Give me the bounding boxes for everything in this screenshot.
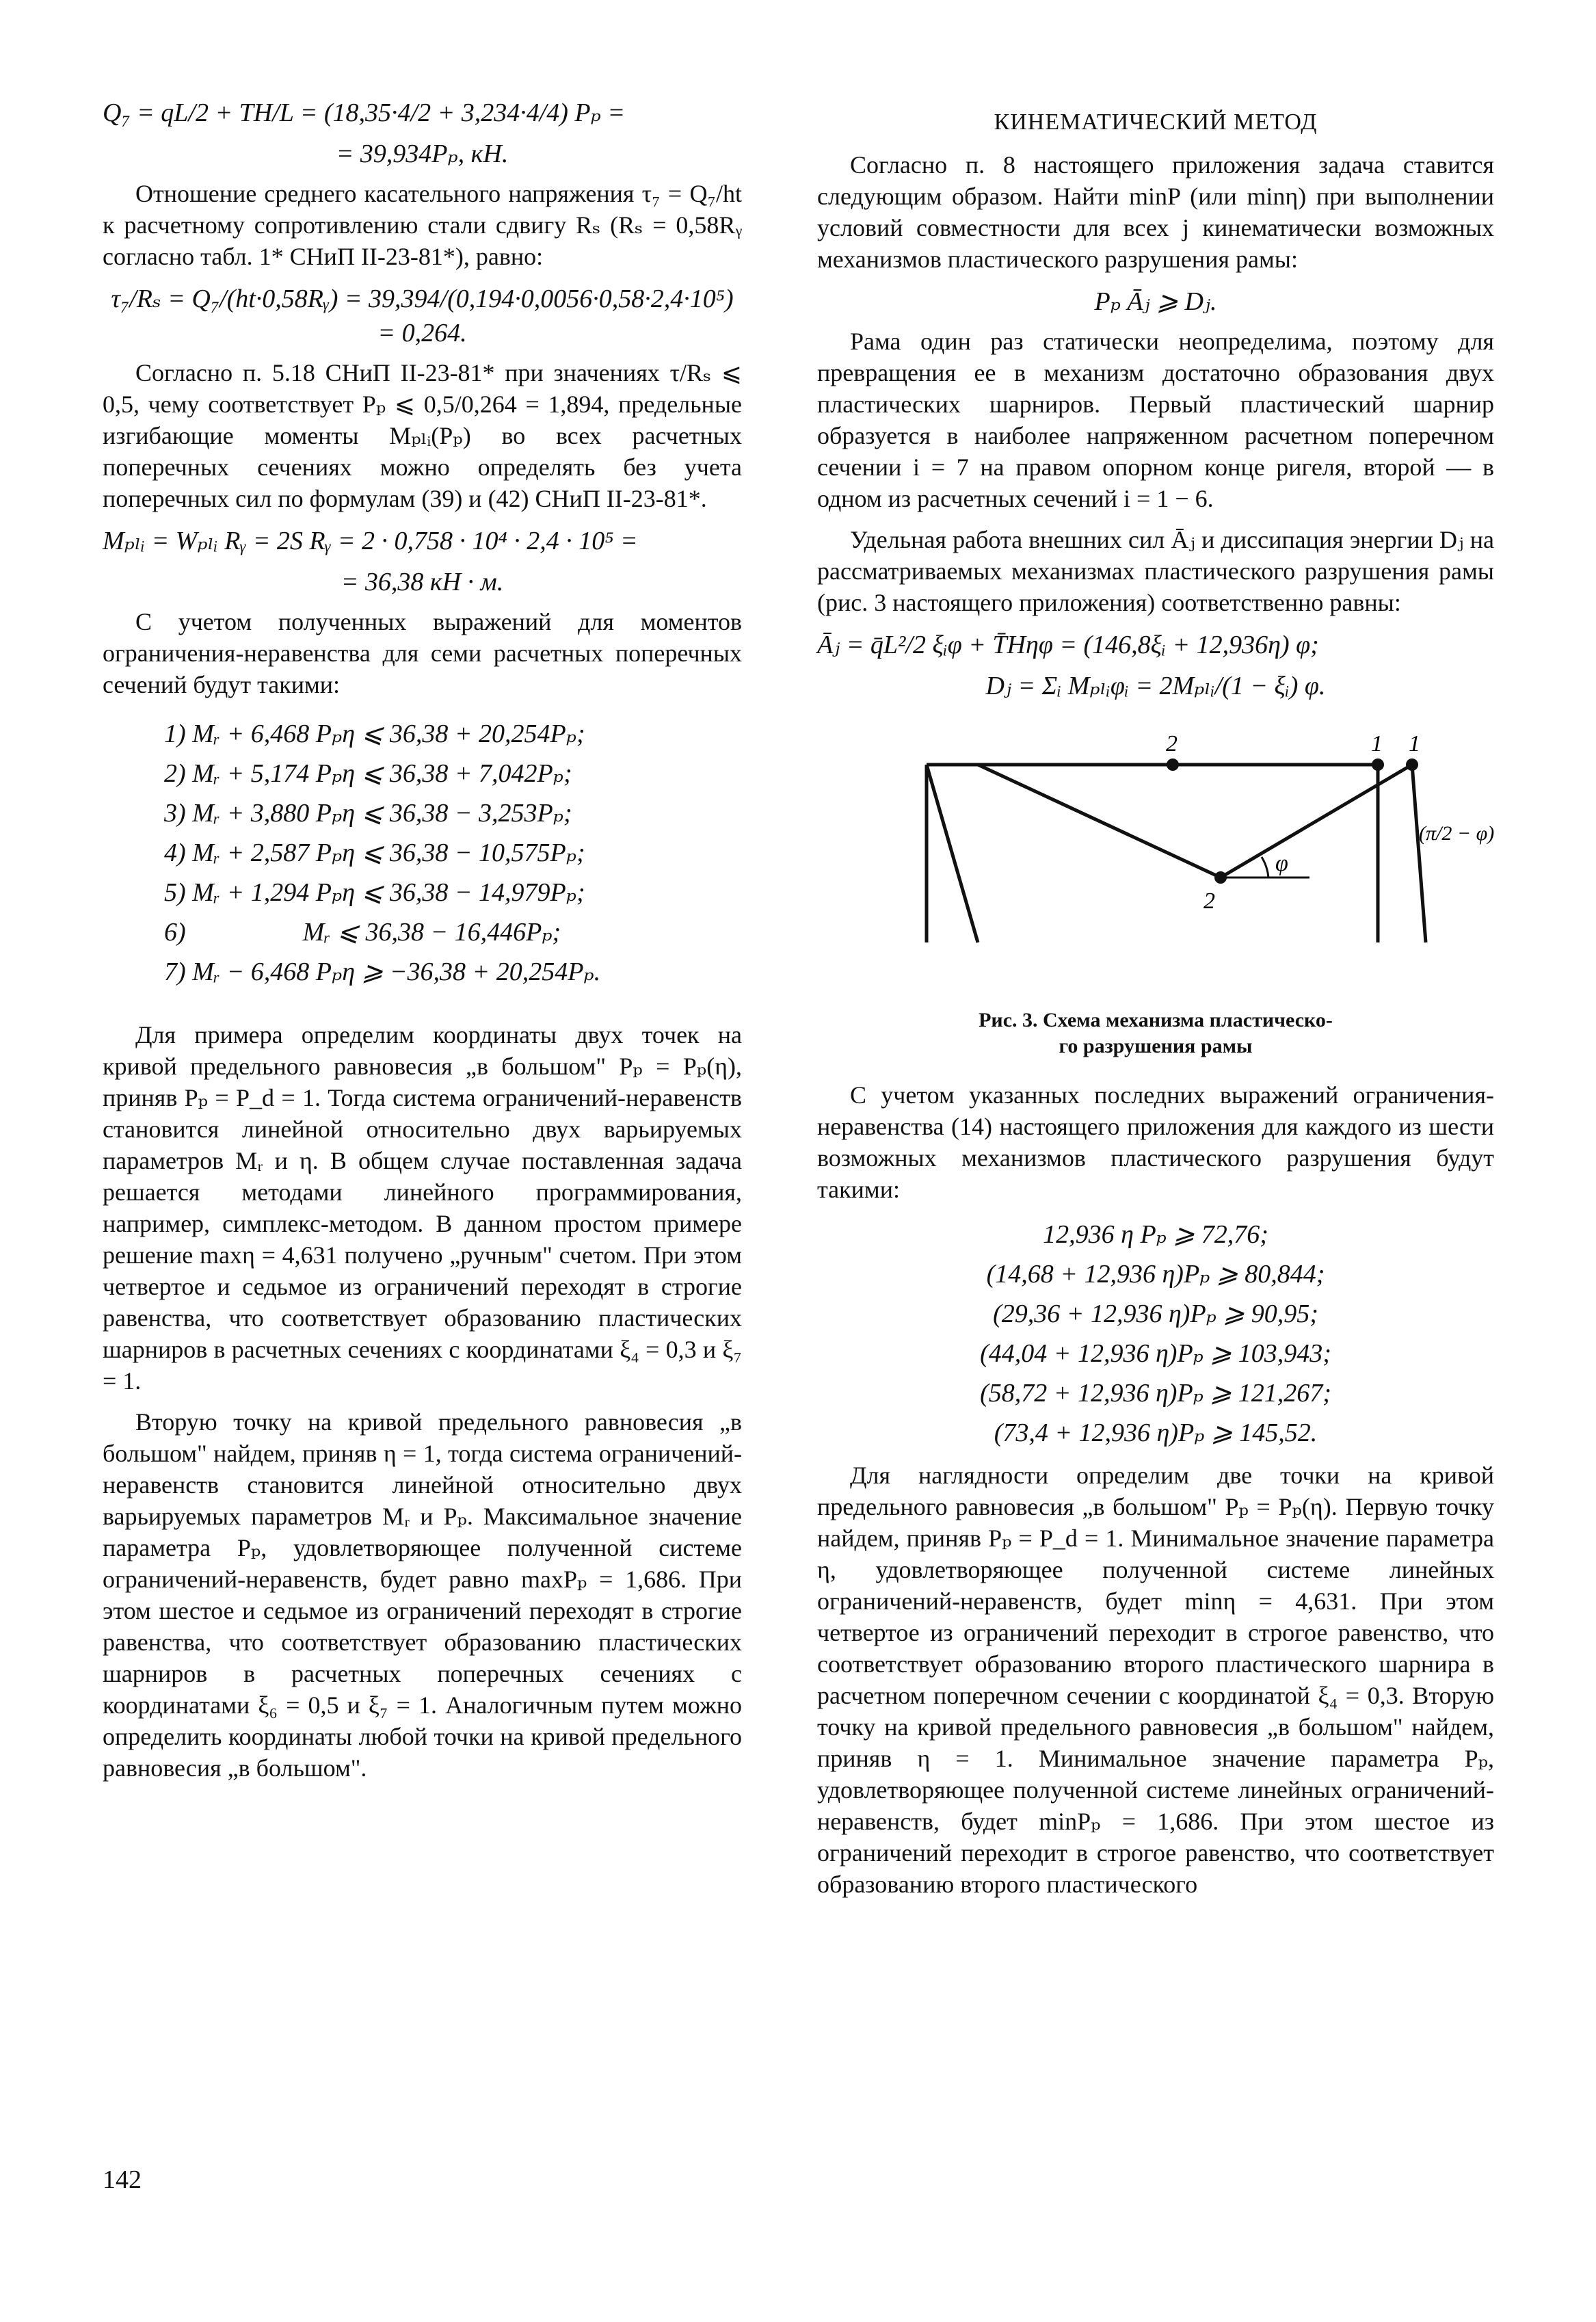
mech-constraint-5: (58,72 + 12,936 η)Pₚ ⩾ 121,267;: [980, 1379, 1331, 1408]
eq-q7-line2: = 39,934Pₚ, кН.: [336, 140, 509, 168]
paragraph-mech-intro: С учетом указанных последних выражений ограничения-неравенства (14) настоящего приложения для каждого из шести возможных механизмов пластического разрушения будут такими:: [817, 1081, 1494, 1203]
figure-caption-line2: го разрушения рамы: [1059, 1035, 1253, 1057]
label-2-mech: 2: [1203, 888, 1215, 914]
constraint-2: 2) Mᵣ + 5,174 Pₚη ⩽ 36,38 + 7,042Pₚ;: [164, 759, 572, 788]
page-number: 142: [103, 2165, 142, 2194]
constraint-7: 7) Mᵣ − 6,468 Pₚη ⩾ −36,38 + 20,254Pₚ.: [164, 958, 601, 986]
mech-constraint-2: (14,68 + 12,936 η)Pₚ ⩾ 80,844;: [986, 1260, 1325, 1289]
paragraph-second-point: Вторую точку на кривой предельного равновесия „в большом" найдем, приняв η = 1, тогда система ограничений-неравенств становится линейной относительно двух варьируемых параметров Mᵣ и Pₚ. Максимальное значение параметра Pₚ, удовлетворяющее полученной системе ограничений-неравенств, будет равно maxPₚ = 1,686. При этом шестое и седьмое из ограничений переходят в строгие равенства, что соответствует образованию пластических шарниров в расчетных поперечных сечениях с координатами ξ₆ = 0,5 и ξ₇ = 1. Аналогичным путем можно определить координаты любой точки на кривой предельного равновесия „в большом".: [103, 1408, 742, 1782]
label-pi-minus-phi: (π/2 − φ): [1419, 822, 1494, 845]
paragraph-ratio-intro: Отношение среднего касательного напряжения τ₇ = Q₇/ht к расчетному сопротивлению стали сдвигу Rₛ (Rₛ = 0,58Rᵧ согласно табл. 1* СНиП II-23-81*), равно:: [103, 180, 742, 270]
mech-constraint-6: (73,4 + 12,936 η)Pₚ ⩾ 145,52.: [994, 1419, 1318, 1447]
constraint-3: 3) Mᵣ + 3,880 Pₚη ⩽ 36,38 − 3,253Pₚ;: [164, 799, 572, 828]
section-heading: КИНЕМАТИЧЕСКИЙ МЕТОД: [994, 109, 1318, 135]
label-1-second: 1: [1409, 731, 1420, 756]
eq-mpl-line2: = 36,38 кН · м.: [341, 568, 504, 596]
paragraph-final: Для наглядности определим две точки на кривой предельного равновесия „в большом" Pₚ = Pₚ(η). Первую точку найдем, приняв Pₚ = P_d = 1. Минимальное значение параметра η, удовлетворяющее полученной системе линейных ограничений-неравенств, будет minη = 4,631. При этом четвертое из ограничений переходит в строгое равенство, что соответствует образованию второго пластического шарнира в расчетном поперечном сечении с координатой ξ₄ = 0,3. Вторую точку на кривой предельного равновесия „в большом" найдем, приняв η = 1. Минимальное значение параметра Pₚ, удовлетворяющее полученной системе линейных ограничений-неравенств, будет minPₚ = 1,686. При этом шестое из ограничений переходит в строгое равенство, что соответствует образованию второго пластического: [817, 1462, 1494, 1898]
mech-right-column: [1412, 765, 1426, 942]
constraint-1: 1) Mᵣ + 6,468 Pₚη ⩽ 36,38 + 20,254Pₚ;: [164, 720, 585, 748]
label-phi: φ: [1275, 851, 1288, 876]
right-column: [817, 89, 1494, 1910]
figure-mechanism: [817, 724, 1494, 1079]
paragraph-frame: Рама один раз статически неопределима, поэтому для превращения ее в механизм достаточно образования двух пластических шарниров. Первый пластический шарнир образуется в наиболее напряженном расчетном поперечном сечении i = 7 на правом опорном конце ригеля, второй — в одном из расчетных сечений i = 1 − 6.: [817, 328, 1494, 512]
eq-q7: [103, 96, 742, 171]
figure-caption-line1: Рис. 3. Схема механизма пластическо-: [979, 1009, 1333, 1031]
paragraph-constraints-intro: С учетом полученных выражений для моментов ограничения-неравенства для семи расчетных поперечных сечений будут такими:: [103, 608, 742, 698]
mech-constraint-4: (44,04 + 12,936 η)Pₚ ⩾ 103,943;: [980, 1339, 1331, 1368]
paragraph-example: Для примера определим координаты двух точек на кривой предельного равновесия „в большом" Pₚ = Pₚ(η), приняв Pₚ = P_d = 1. Тогда система ограничений-неравенств становится линейной относительно двух варьируемых параметров Mᵣ и η. В общем случае поставленная задача решается методами линейного программирования, например, симплекс-методом. В данном простом примере решение maxη = 4,631 получено „ручным" счетом. При этом четвертое и седьмое из ограничений переходят в строгие равенства, что соответствует образованию пластических шарниров в расчетных сечениях с координатами ξ₄ = 0,3 и ξ₇ = 1.: [103, 1021, 742, 1395]
hinge-1b: [1406, 758, 1418, 771]
label-1-first: 1: [1371, 731, 1383, 756]
eq-mpl: [103, 524, 742, 599]
angle-arc: [1262, 857, 1268, 878]
eq-q7-line1: Q₇ = qL/2 + TH/L = (18,35·4/2 + 3,234·4/4) Pₚ =: [103, 98, 625, 127]
eq-condition: Pₚ Āⱼ ⩾ Dⱼ.: [1094, 287, 1217, 316]
eq-tau-ratio: τ₇/Rₛ = Q₇/(ht·0,58Rᵧ) = 39,394/(0,194·0,0056·0,58·2,4·10⁵) = 0,264.: [111, 285, 734, 347]
constraints-list: [164, 714, 742, 992]
hinge-1a: [1372, 758, 1384, 771]
paragraph-snip: Согласно п. 5.18 СНиП II-23-81* при значениях τ/Rₛ ⩽ 0,5, чему соответствует Pₚ ⩽ 0,5/0,264 = 1,894, предельные изгибающие моменты Mₚₗᵢ(Pₚ) во всех расчетных поперечных сечениях можно определять без учета поперечных сил по формулам (39) и (42) СНиП II-23-81*.: [103, 359, 742, 512]
hinge-2-mech: [1214, 871, 1227, 884]
paragraph-method: Согласно п. 8 настоящего приложения задача ставится следующим образом. Найти minP (или minη) при выполнении условий совместности для всех j кинематически возможных механизмов пластического разрушения рамы:: [817, 151, 1494, 273]
figure-caption: [817, 1007, 1494, 1059]
hinge-2-top: [1167, 758, 1179, 771]
mech-constraints-list: [817, 1215, 1494, 1453]
mech-beam-left: [978, 765, 1221, 878]
paragraph-work: Удельная работа внешних сил Āⱼ и диссипация энергии Dⱼ на рассматриваемых механизмах пластического разрушения рамы (рис. 3 настоящего приложения) соответственно равны:: [817, 526, 1494, 616]
eq-dissipation-D: Dⱼ = Σᵢ Mₚₗᵢφᵢ = 2Mₚₗᵢ/(1 − ξᵢ) φ.: [985, 672, 1326, 700]
eq-work-A: Āⱼ = q̄L²/2 ξᵢφ + T̄Hηφ = (146,8ξᵢ + 12,936η) φ;: [817, 631, 1319, 659]
mech-beam-right: [1221, 765, 1412, 878]
label-2-top: 2: [1166, 731, 1178, 756]
constraint-4: 4) Mᵣ + 2,587 Pₚη ⩽ 36,38 − 10,575Pₚ;: [164, 839, 585, 867]
constraint-5: 5) Mᵣ + 1,294 Pₚη ⩽ 36,38 − 14,979Pₚ;: [164, 878, 585, 907]
mech-constraint-1: 12,936 η Pₚ ⩾ 72,76;: [1043, 1220, 1268, 1249]
left-column: [103, 89, 742, 1793]
mech-constraint-3: (29,36 + 12,936 η)Pₚ ⩾ 90,95;: [993, 1299, 1318, 1328]
mechanism-diagram: [817, 724, 1494, 997]
constraint-6: 6) Mᵣ ⩽ 36,38 − 16,446Pₚ;: [164, 918, 561, 947]
mech-left-column: [927, 765, 978, 942]
eq-mpl-line1: Mₚₗᵢ = Wₚₗᵢ Rᵧ = 2S Rᵧ = 2 · 0,758 · 10⁴ · 2,4 · 10⁵ =: [103, 527, 638, 555]
